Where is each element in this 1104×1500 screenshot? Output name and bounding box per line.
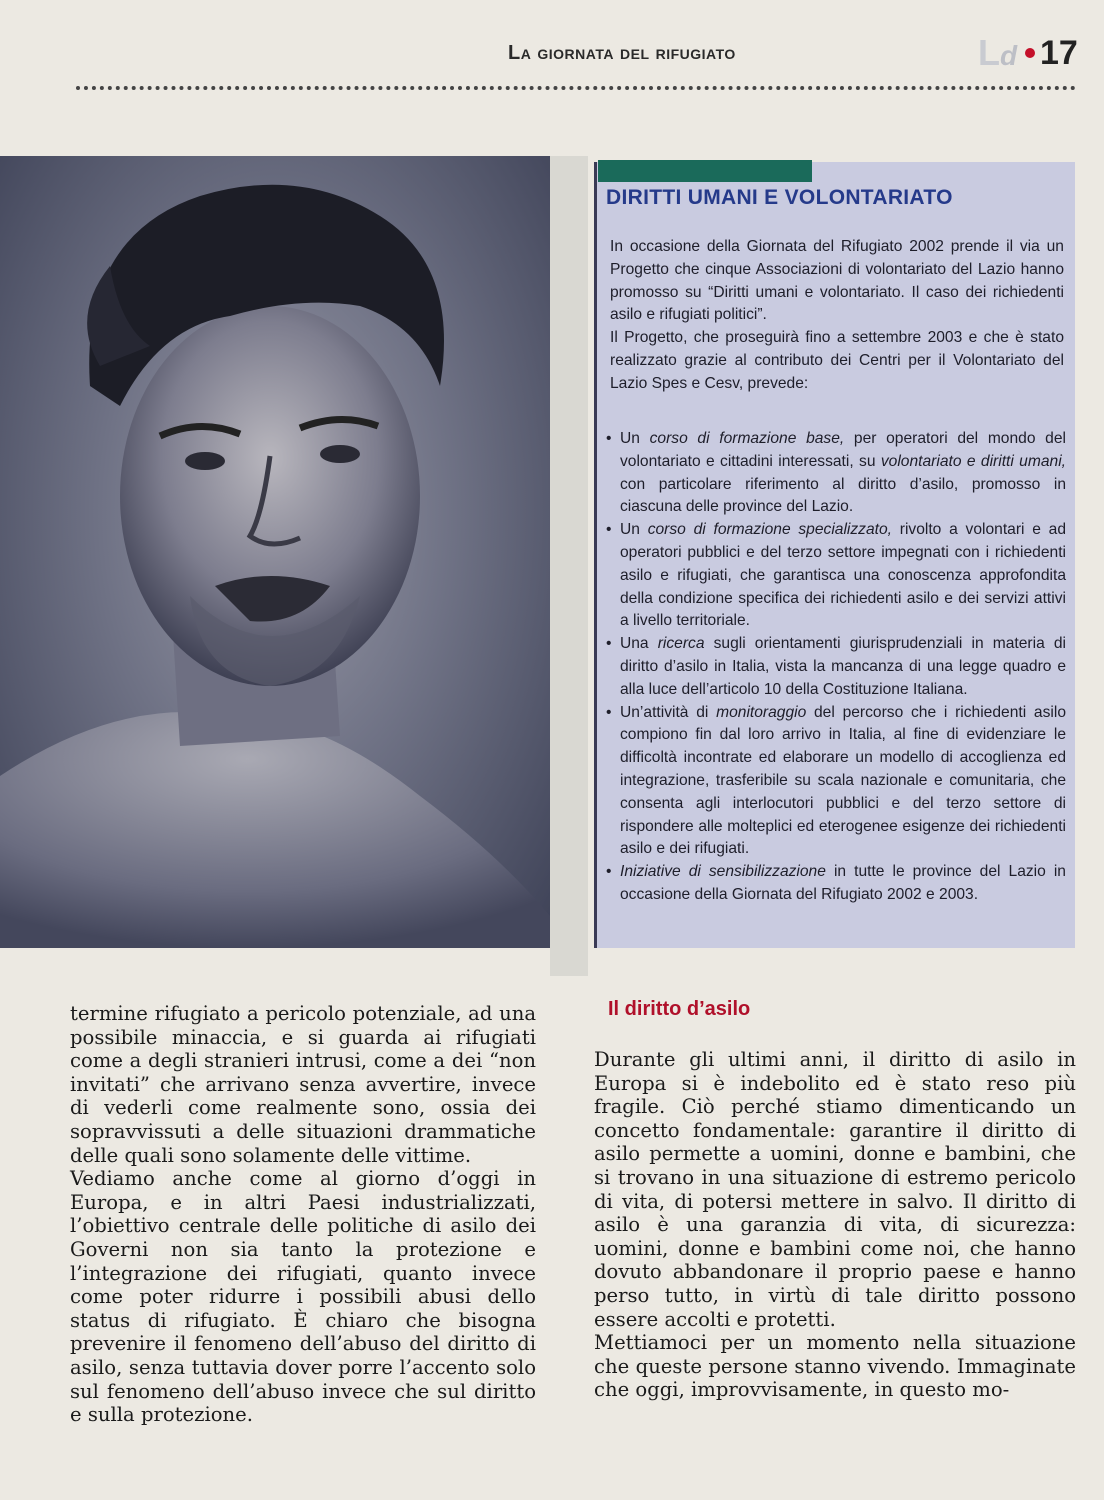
right-paragraph-2: Mettiamoci per un momento nella situazione che queste persone stanno vivendo. Immaginate che oggi, improvvisamente, in questo mo- bbox=[594, 1331, 1076, 1402]
running-header-title: La giornata del rifugiato bbox=[508, 42, 736, 64]
portrait-illustration bbox=[0, 156, 550, 948]
list-item: • Iniziative di sensibilizzazione in tutte le province del Lazio in occasione della Giornata del Rifugiato 2002 e 2003. bbox=[606, 861, 1066, 907]
sidebar-intro-paragraph-2: Il Progetto, che proseguirà fino a settembre 2003 e che è stato realizzato grazie al contributo dei Centri per il Volontariato del Lazio Spes e Cesv, prevede: bbox=[610, 329, 1064, 392]
magazine-logo: Ld bbox=[978, 32, 1018, 73]
sidebar-intro-paragraph-1: In occasione della Giornata del Rifugiato 2002 prende il via un Progetto che cinque Associazioni di volontariato del Lazio hanno promosso su “Diritti umani e volontariato. Il caso dei richiedenti asilo e rifugiati politici”. bbox=[610, 238, 1064, 324]
left-paragraph-2: Vediamo anche come al giorno d’oggi in Europa, e in altri Paesi industrializzati, l’obiettivo centrale delle politiche di asilo dei Governi non sia tanto la protezione e l’integrazione dei rifugiati, quanto invece come poter ridurre i possibili abusi dello status di rifugiato. È chiaro che bisogna prevenire il fenomeno dell’abuso del diritto di asilo, senza tuttavia dover porre l’accento solo sul fenomeno dell’abuso invece che sul diritto e sulla protezione. bbox=[70, 1167, 536, 1427]
show-through-margin bbox=[550, 156, 588, 976]
sidebar-box-title: DIRITTI UMANI E VOLONTARIATO bbox=[606, 186, 953, 209]
header-bullet bbox=[1025, 48, 1035, 58]
left-body-column bbox=[70, 1002, 536, 1427]
left-paragraph-1: termine rifugiato a pericolo potenziale, ad una possibile minaccia, e si guarda ai rifugiati come a degli stranieri intrusi, come a dei “non invitati” che arrivano senza avvertire, invece di vederli come realmente sono, ossia dei sopravvissuti a delle situazioni drammatiche delle quali sono solamente delle vittime. bbox=[70, 1002, 536, 1167]
header-dotted-rule bbox=[76, 86, 1076, 90]
list-item: • Un’attività di monitoraggio del percorso che i richiedenti asilo compiono fin dal loro arrivo in Italia, al fine di evidenziare le difficoltà incontrate ed elaborare un modello di accoglienza ed integrazione, trasferibile su scala nazionale e comunitaria, che consenta agli interlocutori pubblici e del terzo settore di rispondere alle molteplici ed eterogenee esigenze dei richiedenti asilo e dei rifugiati. bbox=[606, 702, 1066, 862]
list-item: • Una ricerca sugli orientamenti giurisprudenziali in materia di diritto d’asilo in Italia, vista la mancanza di una legge quadro e alla luce dell’articolo 10 della Costituzione Italiana. bbox=[606, 633, 1066, 701]
list-item: • Un corso di formazione base, per operatori del mondo del volontariato e cittadini interessati, su volontariato e diritti umani, con particolare riferimento al diritto d’asilo, promosso in ciascuna delle province del Lazio. bbox=[606, 428, 1066, 519]
sidebar-box-accent-bar bbox=[598, 160, 812, 182]
right-body-column bbox=[594, 1048, 1076, 1402]
list-item: • Un corso di formazione specializzato, rivolto a volontari e ad operatori pubblici e del terzo settore impegnati con i richiedenti asilo e rifugiati, che garantisca una conoscenza approfondita della condizione specifica dei richiedenti asilo e dei servizi attivi a livello territoriale. bbox=[606, 519, 1066, 633]
page-number: 17 bbox=[1040, 34, 1078, 72]
sidebar-box-intro bbox=[610, 236, 1064, 396]
section-heading: Il diritto d’asilo bbox=[608, 998, 751, 1020]
sidebar-bullet-list bbox=[606, 428, 1066, 907]
right-paragraph-1: Durante gli ultimi anni, il diritto di asilo in Europa si è indebolito ed è stato reso più fragile. Ciò perché stiamo dimenticando un concetto fondamentale: garantire il diritto di asilo permette a uomini, donne e bambini, che si trovano in una situazione di estremo pericolo di vita, di potersi mettere in salvo. Il diritto di asilo è una garanzia di vita, di sicurezza: uomini, donne e bambini come noi, che hanno dovuto abbandonare il proprio paese e hanno perso tutto, in virtù di tale diritto possono essere accolti e protetti. bbox=[594, 1048, 1076, 1331]
portrait-photo bbox=[0, 156, 550, 948]
